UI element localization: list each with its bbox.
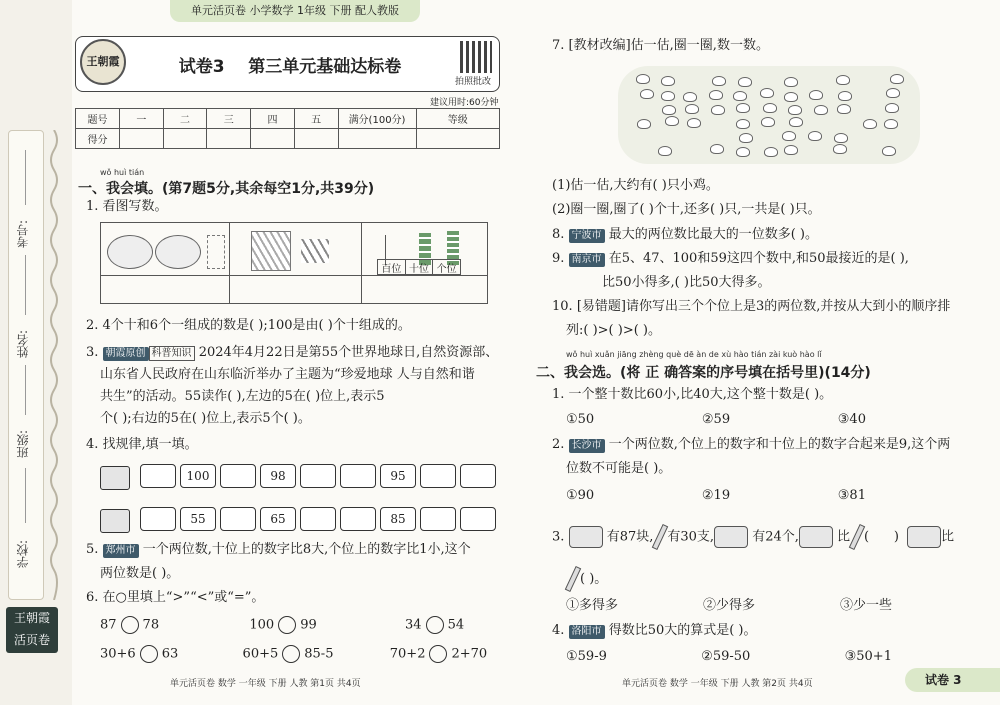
score-cell: 等级 bbox=[416, 109, 499, 129]
chick-icon bbox=[709, 90, 723, 100]
q2-text: 2. 4个十和6个一组成的数是( );100是由( )个十组成的。 bbox=[86, 318, 411, 333]
compare-right: 2+70 bbox=[451, 646, 488, 662]
sec1-pinyin: wǒ huì tián bbox=[100, 168, 145, 177]
pencil-icon bbox=[565, 566, 581, 592]
chick-icon bbox=[636, 74, 650, 84]
train-car: 55 bbox=[180, 507, 216, 531]
s2-line2: 位数不可能是( )。 bbox=[566, 461, 672, 476]
train-1 bbox=[100, 462, 500, 492]
score-input[interactable] bbox=[294, 129, 338, 149]
chick-icon bbox=[687, 118, 701, 128]
score-input[interactable] bbox=[120, 129, 164, 149]
compare-right: 54 bbox=[447, 617, 465, 633]
chick-icon bbox=[886, 88, 900, 98]
train-car[interactable] bbox=[300, 507, 336, 531]
q7-text: 7. [教材改编]估一估,圈一圈,数一数。 bbox=[552, 38, 769, 53]
train-car[interactable] bbox=[140, 464, 176, 488]
bundle-plate-icon bbox=[155, 235, 201, 269]
chick-icon bbox=[814, 105, 828, 115]
place-ones: 个位 bbox=[436, 264, 457, 275]
train-car: 65 bbox=[260, 507, 296, 531]
q3-line1: 3. 朝霞原创 科普知识 2024年4月22日是第55个世界地球日,自然资源部、 bbox=[86, 345, 499, 360]
chick-icon bbox=[863, 119, 877, 129]
compare-circle[interactable] bbox=[140, 645, 158, 663]
q9-tag: 南京市 bbox=[569, 253, 605, 267]
s4-tag: 洛阳市 bbox=[569, 625, 605, 639]
q1-picture-box bbox=[100, 222, 488, 304]
abacus-place-labels bbox=[377, 259, 461, 275]
name-line bbox=[25, 255, 26, 315]
option[interactable]: ③50+1 bbox=[844, 649, 892, 664]
name-label: 姓名: bbox=[16, 329, 30, 358]
chick-icon bbox=[661, 91, 675, 101]
score-cell: 四 bbox=[251, 109, 295, 129]
q5-line2: 两位数是( )。 bbox=[100, 566, 180, 581]
qr-code-icon[interactable] bbox=[460, 41, 492, 73]
chick-icon bbox=[736, 147, 750, 157]
q6-row-1 bbox=[100, 616, 500, 635]
s3-text-e: ( )。 bbox=[580, 571, 608, 587]
exam-number: 试卷3 bbox=[178, 57, 225, 77]
score-cell: 三 bbox=[207, 109, 251, 129]
locomotive-icon bbox=[100, 466, 130, 490]
compare-left: 60+5 bbox=[242, 646, 279, 662]
compare-left: 100 bbox=[249, 617, 275, 633]
s2-line1: 2. 长沙市 一个两位数,个位上的数字和十位上的数字合起来是9,这个两 bbox=[552, 437, 951, 452]
brand-logo: 王朝霞 bbox=[80, 39, 126, 85]
school-label: 学校: bbox=[16, 539, 30, 568]
bundle-plate-icon bbox=[107, 235, 153, 269]
qr-label: 拍照批改 bbox=[455, 77, 492, 87]
chick-icon bbox=[890, 74, 904, 84]
sec2-pinyin: wǒ huì xuǎn jiāng zhèng què dē àn de xù hào tián zài kuò hào lǐ bbox=[566, 350, 822, 359]
chick-icon bbox=[761, 117, 775, 127]
compare-right: 78 bbox=[142, 617, 160, 633]
score-input[interactable] bbox=[338, 129, 416, 149]
chick-icon bbox=[782, 131, 796, 141]
chick-icon bbox=[837, 104, 851, 114]
q3-tag-original: 朝霞原创 bbox=[103, 347, 149, 361]
brand-badge bbox=[6, 607, 58, 653]
chick-icon bbox=[760, 88, 774, 98]
q4-text: 4. 找规律,填一填。 bbox=[86, 437, 198, 452]
q9-text-1: 在5、47、100和59这四个数中,和50最接近的是( ), bbox=[608, 251, 909, 266]
chick-icon bbox=[833, 144, 847, 154]
loose-sticks-icon bbox=[301, 239, 329, 263]
score-input[interactable] bbox=[416, 129, 499, 149]
pencil-case-icon bbox=[714, 526, 748, 548]
chick-icon bbox=[884, 119, 898, 129]
suggested-time: 建议用时:60分钟 bbox=[430, 98, 499, 108]
q6-text: 6. 在○里填上“>”“<”或“=”。 bbox=[86, 590, 265, 605]
loose-items-icon bbox=[207, 235, 225, 269]
eraser-icon bbox=[799, 526, 833, 548]
train-car[interactable] bbox=[220, 464, 256, 488]
chick-icon bbox=[789, 117, 803, 127]
chick-icon bbox=[838, 91, 852, 101]
q9-text-2: 比50小得多,( )比50大得多。 bbox=[602, 275, 771, 290]
chick-icon bbox=[784, 77, 798, 87]
chick-icon bbox=[637, 119, 651, 129]
score-cell: 二 bbox=[163, 109, 207, 129]
option[interactable]: ②59 bbox=[701, 412, 731, 427]
compare-left: 34 bbox=[405, 617, 422, 633]
compare-right: 63 bbox=[161, 646, 179, 662]
page-badge: 试卷 3 bbox=[905, 668, 1000, 692]
option[interactable]: ③81 bbox=[837, 488, 866, 503]
train-car: 98 bbox=[260, 464, 296, 488]
pencil-icon bbox=[849, 524, 865, 550]
compare-right: 85-5 bbox=[304, 646, 334, 662]
q7-b: (2)圈一圈,圈了( )个十,还多( )只,一共是( )只。 bbox=[552, 202, 821, 217]
train-car[interactable] bbox=[420, 507, 456, 531]
score-cell: 题号 bbox=[76, 109, 120, 129]
compare-circle[interactable] bbox=[121, 616, 139, 634]
train-car[interactable] bbox=[300, 464, 336, 488]
q1-text: 1. 看图写数。 bbox=[86, 199, 168, 214]
wavy-border bbox=[48, 130, 60, 600]
s3-text-a: 有87块, bbox=[606, 529, 654, 545]
chick-icon bbox=[733, 91, 747, 101]
chick-icon bbox=[712, 76, 726, 86]
s2-text-1: 一个两位数,个位上的数字和十位上的数字合起来是9,这个两 bbox=[608, 437, 951, 452]
exam-number-line bbox=[25, 150, 26, 205]
compare-circle[interactable] bbox=[429, 645, 447, 663]
eraser-icon bbox=[569, 526, 603, 548]
s3-line2 bbox=[566, 566, 607, 592]
compare-circle[interactable] bbox=[282, 645, 300, 663]
q5-text: 一个两位数,十位上的数字比8大,个位上的数字比1小,这个 bbox=[142, 542, 471, 557]
train-car[interactable] bbox=[420, 464, 456, 488]
s3-text-b: 有30支, bbox=[667, 529, 715, 545]
school-line bbox=[25, 468, 26, 523]
chick-icon bbox=[834, 133, 848, 143]
exam-number-label: 考号: bbox=[16, 219, 30, 248]
compare-right: 99 bbox=[300, 617, 317, 633]
train-car: 85 bbox=[380, 507, 416, 531]
q9-line2 bbox=[566, 274, 771, 292]
s4-line: 4. 洛阳市 得数比50大的算式是( )。 bbox=[552, 623, 757, 638]
footer-right: 单元活页卷 数学 一年级 下册 人教 第2页 共4页 bbox=[622, 679, 813, 689]
chick-icon bbox=[885, 103, 899, 113]
train-car[interactable] bbox=[460, 464, 496, 488]
locomotive-icon bbox=[100, 509, 130, 533]
score-table bbox=[75, 108, 500, 149]
compare-left: 70+2 bbox=[389, 646, 426, 662]
option[interactable]: ①多得多 bbox=[566, 598, 619, 613]
q3-text-1: 2024年4月22日是第55个世界地球日,自然资源部、 bbox=[198, 345, 499, 360]
page-title bbox=[140, 52, 440, 77]
divider bbox=[361, 223, 362, 303]
chick-icon bbox=[661, 76, 675, 86]
train-car[interactable] bbox=[340, 464, 376, 488]
option[interactable]: ①90 bbox=[566, 488, 595, 503]
section-1-title: 一、我会填。(第7题5分,其余每空1分,共39分) bbox=[78, 181, 375, 197]
score-cell: 一 bbox=[120, 109, 164, 129]
compare-left: 87 bbox=[100, 617, 117, 633]
chick-icon bbox=[710, 144, 724, 154]
s2-tag: 长沙市 bbox=[569, 439, 605, 453]
s4-text: 得数比50大的算式是( )。 bbox=[608, 623, 757, 638]
score-header-row bbox=[76, 109, 500, 129]
s1-text: 1. 一个整十数比60小,比40大,这个整十数是( )。 bbox=[552, 387, 833, 402]
s4-options bbox=[566, 648, 906, 666]
compare-circle[interactable] bbox=[426, 616, 444, 634]
top-banner: 单元活页卷 小学数学 1年级 下册 配人教版 bbox=[170, 0, 420, 22]
train-car[interactable] bbox=[340, 507, 376, 531]
option[interactable]: ②少得多 bbox=[702, 598, 755, 613]
footer-left: 单元活页卷 数学 一年级 下册 人教 第1页 共4页 bbox=[170, 679, 361, 689]
chick-icon bbox=[683, 92, 697, 102]
brand-line2: 活页卷 bbox=[13, 633, 50, 647]
option[interactable]: ①50 bbox=[566, 412, 595, 427]
divider bbox=[229, 223, 230, 303]
train-2 bbox=[100, 505, 500, 535]
s1-options bbox=[566, 411, 906, 429]
chick-icon bbox=[808, 131, 822, 141]
s3-options bbox=[566, 597, 906, 615]
section-2-title: 二、我会选。(将 正 确答案的序号填在括号里)(14分) bbox=[536, 365, 871, 381]
q9-line1: 9. 南京市 在5、47、100和59这四个数中,和50最接近的是( ), bbox=[552, 251, 909, 266]
q10-tag: [易错题] bbox=[576, 299, 626, 314]
divider bbox=[101, 275, 487, 276]
place-tens: 十位 bbox=[406, 260, 434, 274]
train-car[interactable] bbox=[460, 507, 496, 531]
option[interactable]: ③少一些 bbox=[839, 598, 892, 613]
chick-icon bbox=[685, 104, 699, 114]
chick-icon bbox=[658, 146, 672, 156]
score-value-row bbox=[76, 129, 500, 149]
chick-icon bbox=[665, 116, 679, 126]
pencil-case-icon bbox=[907, 526, 941, 548]
chick-icon bbox=[736, 103, 750, 113]
train-car: 100 bbox=[180, 464, 216, 488]
compare-left: 30+6 bbox=[100, 646, 136, 662]
q3-tag-science: 科普知识 bbox=[149, 346, 195, 361]
chick-icon bbox=[640, 89, 654, 99]
option[interactable]: ③40 bbox=[837, 412, 866, 427]
s3-line1: 3. 有87块, 有30支, 有24个, 比 ( ) 比 bbox=[552, 524, 954, 550]
q7-a: (1)估一估,大约有( )只小鸡。 bbox=[552, 178, 719, 193]
score-cell: 得分 bbox=[76, 129, 120, 149]
q3-line3: 共生”的活动。55读作( ),左边的5在( )位上,表示5 bbox=[100, 389, 385, 404]
q5-line1: 5. 郑州市 一个两位数,十位上的数字比8大,个位上的数字比1小,这个 bbox=[86, 542, 471, 557]
chick-icon bbox=[764, 147, 778, 157]
s3-text-d: 比 bbox=[940, 529, 954, 545]
chick-icon bbox=[809, 90, 823, 100]
q8-tag: 宁波市 bbox=[569, 229, 605, 243]
chicks-picture bbox=[618, 66, 920, 164]
q3-line2: 山东省人民政府在山东临沂举办了主题为“珍爱地球 人与自然和谐 bbox=[100, 367, 475, 382]
q6-row-2 bbox=[100, 645, 500, 664]
class-line bbox=[25, 365, 26, 415]
chick-icon bbox=[784, 145, 798, 155]
q8-line: 8. 宁波市 最大的两位数比最大的一位数多( )。 bbox=[552, 227, 818, 242]
q10-line2: 列:( )>( )>( )。 bbox=[566, 323, 661, 338]
score-cell: 满分(100分) bbox=[338, 109, 416, 129]
train-car[interactable] bbox=[140, 507, 176, 531]
s2-options bbox=[566, 487, 906, 505]
brand-line1: 王朝霞 bbox=[13, 611, 50, 625]
score-input[interactable] bbox=[251, 129, 295, 149]
chick-icon bbox=[882, 146, 896, 156]
q10-line1: 10. [易错题]请你写出三个个位上是3的两位数,并按从大到小的顺序排 bbox=[552, 299, 951, 314]
s3-text-c: 有24个, bbox=[752, 529, 799, 545]
chick-icon bbox=[711, 105, 725, 115]
chick-icon bbox=[836, 75, 850, 85]
score-cell: 五 bbox=[294, 109, 338, 129]
chick-icon bbox=[738, 77, 752, 87]
compare-circle[interactable] bbox=[278, 616, 296, 634]
train-car: 95 bbox=[380, 464, 416, 488]
train-car[interactable] bbox=[220, 507, 256, 531]
chick-icon bbox=[736, 119, 750, 129]
score-input[interactable] bbox=[163, 129, 207, 149]
option[interactable]: ②59-50 bbox=[701, 649, 751, 664]
chick-icon bbox=[662, 105, 676, 115]
class-label: 班级: bbox=[16, 429, 30, 458]
chick-icon bbox=[763, 103, 777, 113]
exam-title: 第三单元基础达标卷 bbox=[248, 57, 402, 77]
chick-icon bbox=[784, 92, 798, 102]
q10-text-1: 请你写出三个个位上是3的两位数,并按从大到小的顺序排 bbox=[625, 299, 951, 314]
stick-bundles-icon bbox=[251, 231, 291, 271]
q3-line4: 个( );右边的5在( )位上,表示5个( )。 bbox=[100, 411, 311, 426]
chick-icon bbox=[739, 133, 753, 143]
q5-tag: 郑州市 bbox=[103, 544, 139, 558]
q8-text: 最大的两位数比最大的一位数多( )。 bbox=[608, 227, 818, 242]
chick-icon bbox=[788, 105, 802, 115]
option[interactable]: ②19 bbox=[701, 488, 731, 503]
score-input[interactable] bbox=[207, 129, 251, 149]
place-hundreds: 百位 bbox=[378, 260, 406, 274]
option[interactable]: ①59-9 bbox=[566, 649, 607, 664]
s3-text-d: 比 bbox=[837, 529, 851, 545]
